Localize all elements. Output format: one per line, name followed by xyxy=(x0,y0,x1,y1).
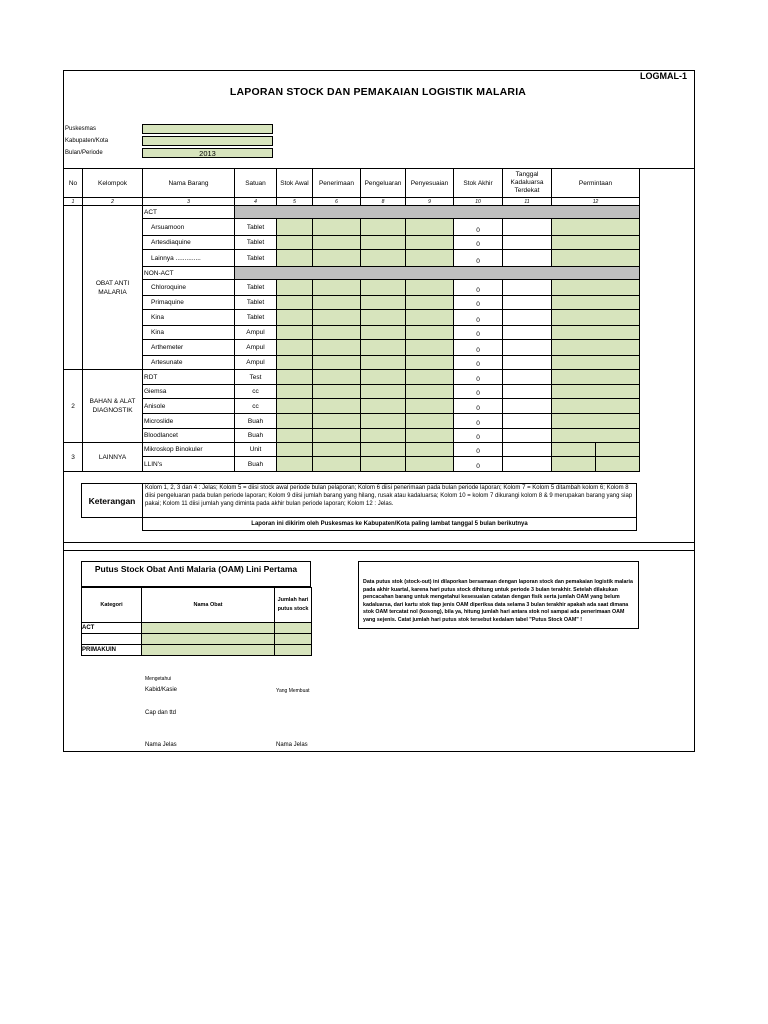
colnum: 10 xyxy=(454,198,503,206)
penyesuaian-field[interactable] xyxy=(406,457,454,472)
pengeluaran-field[interactable] xyxy=(361,414,406,429)
stok-awal-field[interactable] xyxy=(277,280,313,296)
pengeluaran-field[interactable] xyxy=(361,326,406,340)
section-shade xyxy=(235,267,640,280)
item-unit: Buah xyxy=(235,429,277,443)
item-name: Artesdiaquine xyxy=(143,236,235,250)
pengeluaran-field[interactable] xyxy=(361,429,406,443)
item-unit: Ampul xyxy=(235,326,277,340)
stok-akhir-value: 0 xyxy=(454,457,503,472)
column-number-row xyxy=(64,198,640,206)
permintaan-field[interactable] xyxy=(552,414,640,429)
stok-akhir-value: 0 xyxy=(454,356,503,370)
kadaluarsa-field[interactable] xyxy=(503,340,552,356)
penyesuaian-field[interactable] xyxy=(406,296,454,310)
item-row xyxy=(64,340,640,356)
stok-awal-field[interactable] xyxy=(277,296,313,310)
oam-row xyxy=(82,634,312,645)
item-unit: Tablet xyxy=(235,250,277,267)
colnum: 6 xyxy=(313,198,361,206)
permintaan-field[interactable] xyxy=(552,443,596,457)
item-name: Mikroskop Binokuler xyxy=(143,443,235,457)
kadaluarsa-field[interactable] xyxy=(503,399,552,414)
item-name: LLIN's xyxy=(143,457,235,472)
stok-awal-field[interactable] xyxy=(277,219,313,236)
item-name: Primaquine xyxy=(143,296,235,310)
permintaan-field[interactable] xyxy=(596,443,640,457)
section-shade xyxy=(235,206,640,219)
stok-akhir-value: 0 xyxy=(454,385,503,399)
item-row xyxy=(64,236,640,250)
penyesuaian-field[interactable] xyxy=(406,310,454,326)
item-row xyxy=(64,326,640,340)
colnum: 8 xyxy=(361,198,406,206)
header-penerimaan: Penerimaan xyxy=(313,169,361,198)
oam-row xyxy=(82,645,312,656)
permintaan-field[interactable] xyxy=(552,296,640,310)
permintaan-field[interactable] xyxy=(552,310,640,326)
pengeluaran-field[interactable] xyxy=(361,340,406,356)
penerimaan-field[interactable] xyxy=(313,399,361,414)
keterangan-note: Laporan ini dikirim oleh Puskesmas ke Kabupaten/Kota paling lambat tanggal 5 bulan berikutnya xyxy=(142,518,637,531)
item-name: Anisole xyxy=(143,399,235,414)
keterangan-label: Keterangan xyxy=(81,483,142,518)
item-unit: Tablet xyxy=(235,310,277,326)
penerimaan-field[interactable] xyxy=(313,326,361,340)
kadaluarsa-field[interactable] xyxy=(503,310,552,326)
item-row xyxy=(64,414,640,429)
item-unit: Unit xyxy=(235,443,277,457)
stok-awal-field[interactable] xyxy=(277,429,313,443)
item-name: Arthemeter xyxy=(143,340,235,356)
item-unit: cc xyxy=(235,399,277,414)
kadaluarsa-field[interactable] xyxy=(503,296,552,310)
item-row xyxy=(64,443,640,457)
penyesuaian-field[interactable] xyxy=(406,399,454,414)
penyesuaian-field[interactable] xyxy=(406,340,454,356)
pengeluaran-field[interactable] xyxy=(361,236,406,250)
stok-awal-field[interactable] xyxy=(277,356,313,370)
puskesmas-label: Puskesmas xyxy=(65,126,97,132)
kadaluarsa-field[interactable] xyxy=(503,385,552,399)
penyesuaian-field[interactable] xyxy=(406,414,454,429)
penyesuaian-field[interactable] xyxy=(406,236,454,250)
permintaan-field[interactable] xyxy=(552,236,640,250)
item-unit: Tablet xyxy=(235,280,277,296)
stok-awal-field[interactable] xyxy=(277,443,313,457)
stok-awal-field[interactable] xyxy=(277,236,313,250)
puskesmas-field[interactable] xyxy=(142,124,273,134)
oam-header-nama: Nama Obat xyxy=(142,588,275,623)
header-stok-akhir: Stok Akhir xyxy=(454,169,503,198)
item-name: Microslide xyxy=(143,414,235,429)
permintaan-field[interactable] xyxy=(552,219,640,236)
permintaan-field[interactable] xyxy=(552,457,596,472)
permintaan-field[interactable] xyxy=(552,250,640,267)
item-name: RDT xyxy=(143,370,235,385)
kadaluarsa-field[interactable] xyxy=(503,370,552,385)
pengeluaran-field[interactable] xyxy=(361,370,406,385)
kabupaten-label: Kabupaten/Kota xyxy=(65,138,109,144)
pengeluaran-field[interactable] xyxy=(361,457,406,472)
stok-akhir-value: 0 xyxy=(454,429,503,443)
permintaan-field[interactable] xyxy=(552,356,640,370)
permintaan-field[interactable] xyxy=(552,280,640,296)
oam-title: Putus Stock Obat Anti Malaria (OAM) Lini Pertama xyxy=(81,561,311,587)
pengeluaran-field[interactable] xyxy=(361,296,406,310)
permintaan-field[interactable] xyxy=(552,429,640,443)
header-satuan: Satuan xyxy=(235,169,277,198)
oam-nama-field[interactable] xyxy=(142,634,275,645)
item-row xyxy=(64,429,640,443)
item-name: NON-ACT xyxy=(143,267,235,280)
header-permintaan: Permintaan xyxy=(552,169,640,198)
oam-jumlah-field[interactable] xyxy=(275,623,312,634)
stok-akhir-value: 0 xyxy=(454,340,503,356)
stok-akhir-value: 0 xyxy=(454,250,503,267)
item-unit: Buah xyxy=(235,457,277,472)
colnum: 1 xyxy=(64,198,83,206)
stok-akhir-value: 0 xyxy=(454,219,503,236)
item-row xyxy=(64,399,640,414)
item-name: Chloroquine xyxy=(143,280,235,296)
kadaluarsa-field[interactable] xyxy=(503,219,552,236)
form-code: LOGMAL-1 xyxy=(640,71,687,81)
oam-table xyxy=(81,587,312,656)
penerimaan-field[interactable] xyxy=(313,250,361,267)
stok-awal-field[interactable] xyxy=(277,399,313,414)
oam-header-jumlah: Jumlah hari putus stock xyxy=(275,588,312,623)
kadaluarsa-field[interactable] xyxy=(503,414,552,429)
item-row xyxy=(64,385,640,399)
keterangan-text: Kolom 1, 2, 3 dan 4 : Jelas; Kolom 5 = diisi stock awal periode bulan pelaporan; Kolom 6 diisi penerimaan pada bulan periode laporan; Kolom 7 = Kolom 5 ditambah kolom 6; Kolom 8 diisi pengeluaran pada bulan periode laporan; Kolom 9 diisi jumlah barang yang hilang, rusak atau kadaluarsa; Kolom 10 = kolom 7 dikurangi kolom 8 & 9 merupakan barang yang siap pakai; Kolom 11 diisi jumlah yang diminta pada akhir bulan periode laporan; Kolom 12 : Jelas. xyxy=(142,483,637,518)
oam-kategori: PRIMAKUIN xyxy=(82,645,142,656)
kadaluarsa-field[interactable] xyxy=(503,429,552,443)
oam-header-kategori: Kategori xyxy=(82,588,142,623)
item-name: Lainnya .............. xyxy=(143,250,235,267)
header-kelompok: Kelompok xyxy=(83,169,143,198)
section-divider-1 xyxy=(63,542,694,543)
penyesuaian-field[interactable] xyxy=(406,443,454,457)
oam-kategori xyxy=(82,634,142,645)
penerimaan-field[interactable] xyxy=(313,296,361,310)
kadaluarsa-field[interactable] xyxy=(503,356,552,370)
stok-akhir-value: 0 xyxy=(454,310,503,326)
pengeluaran-field[interactable] xyxy=(361,250,406,267)
group-name: OBAT ANTI MALARIA xyxy=(83,206,143,370)
penerimaan-field[interactable] xyxy=(313,370,361,385)
penerimaan-field[interactable] xyxy=(313,340,361,356)
stok-awal-field[interactable] xyxy=(277,340,313,356)
oam-jumlah-field[interactable] xyxy=(275,634,312,645)
periode-label: Bulan/Periode xyxy=(65,150,103,156)
colnum: 3 xyxy=(143,198,235,206)
item-unit: Tablet xyxy=(235,296,277,310)
permintaan-field[interactable] xyxy=(552,340,640,356)
penerimaan-field[interactable] xyxy=(313,457,361,472)
oam-nama-field[interactable] xyxy=(142,623,275,634)
penyesuaian-field[interactable] xyxy=(406,385,454,399)
keterangan-box xyxy=(81,483,637,533)
item-row xyxy=(64,310,640,326)
kadaluarsa-field[interactable] xyxy=(503,280,552,296)
section-divider-2 xyxy=(63,550,694,551)
item-name: Kina xyxy=(143,326,235,340)
header-pengeluaran: Pengeluaran xyxy=(361,169,406,198)
item-row xyxy=(64,370,640,385)
stok-awal-field[interactable] xyxy=(277,310,313,326)
stok-akhir-value: 0 xyxy=(454,296,503,310)
penerimaan-field[interactable] xyxy=(313,385,361,399)
group-number xyxy=(64,206,83,370)
cap-label: Cap dan ttd xyxy=(145,710,177,716)
header-tanggal-kadaluarsa: Tanggal Kadaluarsa Terdekat xyxy=(503,169,552,198)
penerimaan-field[interactable] xyxy=(313,310,361,326)
colnum: 12 xyxy=(552,198,640,206)
penerimaan-field[interactable] xyxy=(313,280,361,296)
kabid-label: Kabid/Kasie xyxy=(145,687,178,693)
stok-akhir-value: 0 xyxy=(454,370,503,385)
pengeluaran-field[interactable] xyxy=(361,310,406,326)
stok-akhir-value: 0 xyxy=(454,326,503,340)
item-name: Arsuamoon xyxy=(143,219,235,236)
stock-table xyxy=(63,168,640,472)
permintaan-field[interactable] xyxy=(552,370,640,385)
kadaluarsa-field[interactable] xyxy=(503,326,552,340)
header-no: No xyxy=(64,169,83,198)
penyesuaian-field[interactable] xyxy=(406,219,454,236)
penerimaan-field[interactable] xyxy=(313,236,361,250)
kadaluarsa-field[interactable] xyxy=(503,250,552,267)
pengeluaran-field[interactable] xyxy=(361,399,406,414)
pengeluaran-field[interactable] xyxy=(361,385,406,399)
yang-membuat-label: Yang Membuat xyxy=(276,688,310,694)
oam-nama-field[interactable] xyxy=(142,645,275,656)
periode-field[interactable]: 2013 xyxy=(142,148,273,158)
penerimaan-field[interactable] xyxy=(313,356,361,370)
item-unit: Ampul xyxy=(235,340,277,356)
stok-awal-field[interactable] xyxy=(277,250,313,267)
stok-awal-field[interactable] xyxy=(277,326,313,340)
colnum: 9 xyxy=(406,198,454,206)
item-name: Giemsa xyxy=(143,385,235,399)
item-unit: Buah xyxy=(235,414,277,429)
group-number: 3 xyxy=(64,443,83,472)
oam-row xyxy=(82,623,312,634)
colnum: 2 xyxy=(83,198,143,206)
pengeluaran-field[interactable] xyxy=(361,280,406,296)
pengeluaran-field[interactable] xyxy=(361,219,406,236)
pengeluaran-field[interactable] xyxy=(361,356,406,370)
colnum: 5 xyxy=(277,198,313,206)
header-row xyxy=(64,169,640,198)
oam-jumlah-field[interactable] xyxy=(275,645,312,656)
kabupaten-field[interactable] xyxy=(142,136,273,146)
item-row xyxy=(64,296,640,310)
penerimaan-field[interactable] xyxy=(313,429,361,443)
penerimaan-field[interactable] xyxy=(313,219,361,236)
stok-akhir-value: 0 xyxy=(454,236,503,250)
item-name: Bloodlancet xyxy=(143,429,235,443)
penyesuaian-field[interactable] xyxy=(406,429,454,443)
mengetahui-label: Mengetahui xyxy=(145,676,172,682)
stok-awal-field[interactable] xyxy=(277,370,313,385)
stok-akhir-value: 0 xyxy=(454,280,503,296)
item-unit: cc xyxy=(235,385,277,399)
kadaluarsa-field[interactable] xyxy=(503,457,552,472)
oam-note: Data putus stok (stock-out) ini dilaporkan bersamaan dengan laporan stock dan pemakaian logistik malaria pada akhir kuartal, karena hari putus stock dihitung untuk periode 3 bulan terakhir. Setelah dilakukan pencacahan barang untuk mengetahui kesesuaian catatan dengan fisik serta jumlah OAM yang belum kadaluarsa, dari kartu stok tiap jenis OAM diperiksa data selama 3 bulan terakhir apakah ada saat dimana stok OAM tercatat nol (kosong), bila ya, hitung jumlah hari antara stok nol sampai ada penerimaan OAM yang sejenis. Catat jumlah hari putus stok tersebut kedalam tabel "Putus Stock OAM" ! xyxy=(358,561,639,629)
stok-awal-field[interactable] xyxy=(277,414,313,429)
bottom-line xyxy=(63,751,694,752)
item-unit: Tablet xyxy=(235,219,277,236)
penyesuaian-field[interactable] xyxy=(406,370,454,385)
stok-awal-field[interactable] xyxy=(277,457,313,472)
group-name: LAINNYA xyxy=(83,443,143,472)
item-row xyxy=(64,219,640,236)
header-nama-barang: Nama Barang xyxy=(143,169,235,198)
stok-awal-field[interactable] xyxy=(277,385,313,399)
section-row xyxy=(64,267,640,280)
item-name: Artesunate xyxy=(143,356,235,370)
stok-akhir-value: 0 xyxy=(454,443,503,457)
oam-header-row xyxy=(82,588,312,623)
kadaluarsa-field[interactable] xyxy=(503,236,552,250)
item-row xyxy=(64,457,640,472)
permintaan-field[interactable] xyxy=(552,399,640,414)
oam-kategori: ACT xyxy=(82,623,142,634)
permintaan-field[interactable] xyxy=(596,457,640,472)
permintaan-field[interactable] xyxy=(552,385,640,399)
penerimaan-field[interactable] xyxy=(313,414,361,429)
item-row xyxy=(64,356,640,370)
penyesuaian-field[interactable] xyxy=(406,250,454,267)
permintaan-field[interactable] xyxy=(552,326,640,340)
penyesuaian-field[interactable] xyxy=(406,356,454,370)
colnum: 11 xyxy=(503,198,552,206)
page-title: LAPORAN STOCK DAN PEMAKAIAN LOGISTIK MALARIA xyxy=(229,86,527,98)
penyesuaian-field[interactable] xyxy=(406,326,454,340)
header-stok-awal: Stok Awal xyxy=(277,169,313,198)
penyesuaian-field[interactable] xyxy=(406,280,454,296)
stok-akhir-value: 0 xyxy=(454,399,503,414)
item-name: Kina xyxy=(143,310,235,326)
group-name: BAHAN & ALAT DIAGNOSTIK xyxy=(83,370,143,443)
item-unit: Ampul xyxy=(235,356,277,370)
pengeluaran-field[interactable] xyxy=(361,443,406,457)
kadaluarsa-field[interactable] xyxy=(503,443,552,457)
section-row xyxy=(64,206,640,219)
colnum: 4 xyxy=(235,198,277,206)
item-row xyxy=(64,250,640,267)
penerimaan-field[interactable] xyxy=(313,443,361,457)
stok-akhir-value: 0 xyxy=(454,414,503,429)
item-row xyxy=(64,280,640,296)
nama-jelas-1: Nama Jelas xyxy=(145,742,177,748)
item-unit: Test xyxy=(235,370,277,385)
header-penyesuaian: Penyesuaian xyxy=(406,169,454,198)
item-name: ACT xyxy=(143,206,235,219)
group-number: 2 xyxy=(64,370,83,443)
nama-jelas-2: Nama Jelas xyxy=(276,742,308,748)
item-unit: Tablet xyxy=(235,236,277,250)
